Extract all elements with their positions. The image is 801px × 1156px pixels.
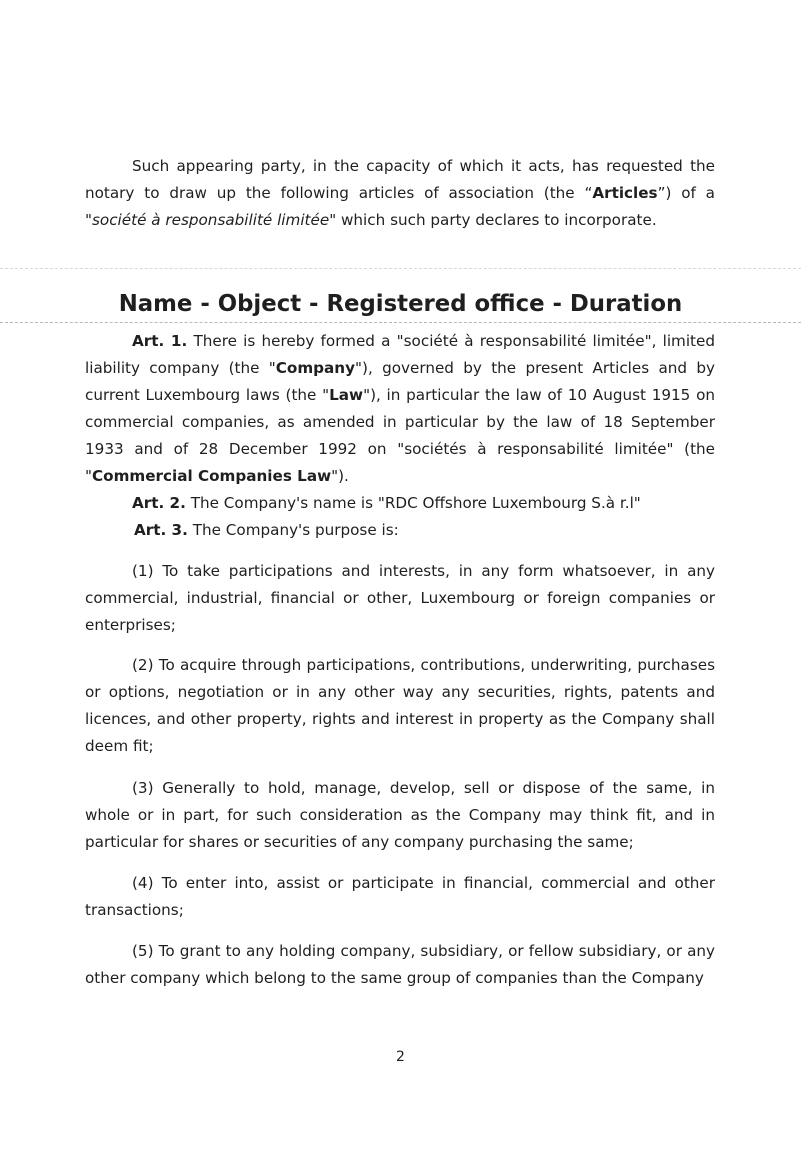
law-term: Law bbox=[329, 386, 364, 404]
scan-artifact-line bbox=[0, 322, 801, 323]
commercial-companies-law-term: Commercial Companies Law bbox=[92, 467, 332, 485]
sarl-term: société à responsabilité limitée bbox=[92, 211, 330, 229]
article-2-label: Art. 2. bbox=[132, 494, 186, 512]
purpose-item: (1) To take participations and interests, in any form whatsoever, in any commercial, industrial, financial or other, Luxembourg or foreign companies or enterprises; bbox=[85, 562, 715, 634]
purpose-item: (2) To acquire through participations, contributions, underwriting, purchases or options, negotiation or in any other way any securities, rights, patents and licences, and other property, rights and interest in property as the Company shall deem fit; bbox=[85, 656, 715, 755]
page-number: 2 bbox=[396, 1049, 405, 1065]
article-3: Art. 3. The Company's purpose is: bbox=[134, 521, 399, 539]
purpose-item: (5) To grant to any holding company, subsidiary, or fellow subsidiary, or any other company which belong to the same group of companies than the Company bbox=[85, 942, 715, 987]
article-2: Art. 2. The Company's name is "RDC Offshore Luxembourg S.à r.l" bbox=[132, 494, 641, 512]
article-3-label: Art. 3. bbox=[134, 521, 188, 539]
section-heading: Name - Object - Registered office - Duration bbox=[118, 291, 683, 317]
company-term: Company bbox=[275, 359, 356, 377]
article-1-label: Art. 1. bbox=[132, 332, 188, 350]
purpose-item: (3) Generally to hold, manage, develop, sell or dispose of the same, in whole or in part, for such consideration as the Company may think fit, and in particular for shares or securities of any company purchasing the same; bbox=[85, 779, 715, 851]
intro-paragraph: Such appearing party, in the capacity of which it acts, has requested the notary to draw up the following articles of association (the “Articles”) of a "société à responsabilité limitée" which such party declares to incorporate. bbox=[85, 157, 715, 229]
purpose-item: (4) To enter into, assist or participate in financial, commercial and other transactions; bbox=[85, 874, 715, 919]
article-1: Art. 1. There is hereby formed a "société à responsabilité limitée", limited liability company (the "Company"), governed by the present Articles and by current Luxembourg laws (the "Law"), in particular the law of 10 August 1915 on commercial companies, as amended in particular by the law of 18 September 1933 and of 28 December 1992 on "sociétés à responsabilité limitée" (the "Commercial Companies Law"). bbox=[85, 332, 715, 485]
scan-artifact-line bbox=[0, 268, 801, 269]
articles-term: Articles bbox=[592, 184, 658, 202]
